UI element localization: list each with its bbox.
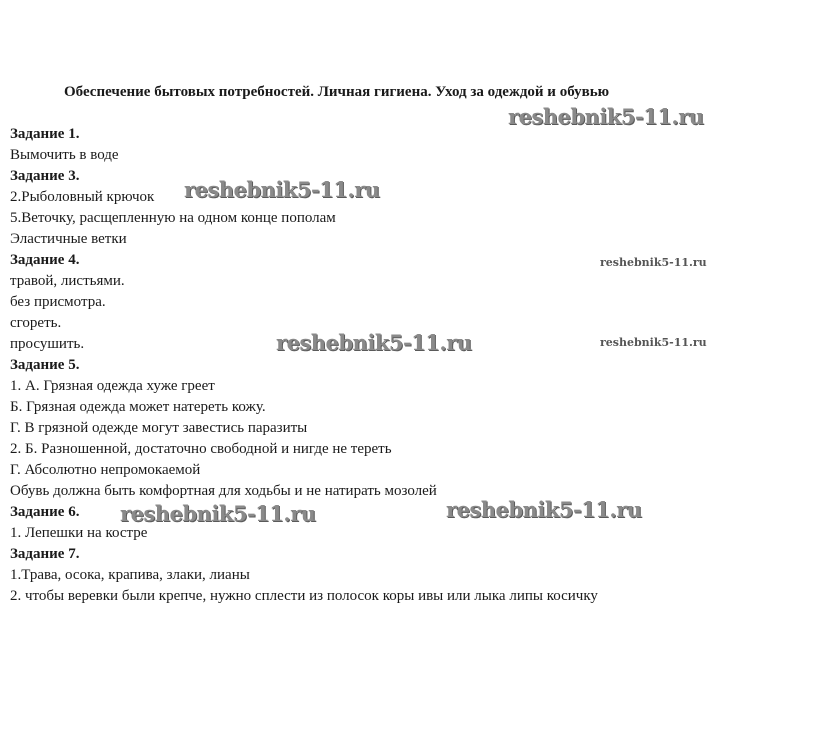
answer-line: сгореть. xyxy=(10,315,62,331)
watermark: reshebnik5-11.ru xyxy=(184,177,380,202)
answer-line: 1. А. Грязная одежда хуже греет xyxy=(10,378,215,394)
watermark: reshebnik5-11.ru xyxy=(600,256,707,269)
answer-line: травой, листьями. xyxy=(10,273,125,289)
answer-line: без присмотра. xyxy=(10,294,106,310)
answer-line: 1.Трава, осока, крапива, злаки, лианы xyxy=(10,567,250,583)
answer-line: 1. Лепешки на костре xyxy=(10,525,148,541)
document-title: Обеспечение бытовых потребностей. Личная гигиена. Уход за одеждой и обувью xyxy=(64,84,610,100)
answers-body xyxy=(10,124,810,607)
task-heading: Задание 1. xyxy=(10,126,80,142)
task-heading: Задание 7. xyxy=(10,546,80,562)
answer-line: 5.Веточку, расщепленную на одном конце пополам xyxy=(10,210,336,226)
answer-line: Г. Абсолютно непромокаемой xyxy=(10,462,201,478)
watermark: reshebnik5-11.ru xyxy=(600,336,707,349)
answer-line: 2. чтобы веревки были крепче, нужно сплести из полосок коры ивы или лыка липы косичку xyxy=(10,588,598,604)
answer-line: Г. В грязной одежде могут завестись паразиты xyxy=(10,420,308,436)
answer-line: Б. Грязная одежда может натереть кожу. xyxy=(10,399,266,415)
watermark: reshebnik5-11.ru xyxy=(446,497,642,522)
answer-line: 2. Б. Разношенной, достаточно свободной и нигде не тереть xyxy=(10,441,392,457)
answer-line: Эластичные ветки xyxy=(10,231,127,247)
watermark: reshebnik5-11.ru xyxy=(508,104,704,129)
answer-line: просушить. xyxy=(10,336,85,352)
task-heading: Задание 6. xyxy=(10,504,80,520)
answer-line: Вымочить в воде xyxy=(10,147,119,163)
watermark: reshebnik5-11.ru xyxy=(276,330,472,355)
task-heading: Задание 4. xyxy=(10,252,80,268)
watermark: reshebnik5-11.ru xyxy=(120,501,316,526)
task-heading: Задание 3. xyxy=(10,168,80,184)
answer-line: Обувь должна быть комфортная для ходьбы и не натирать мозолей xyxy=(10,483,437,499)
answer-line: 2.Рыболовный крючок xyxy=(10,189,155,205)
task-heading: Задание 5. xyxy=(10,357,80,373)
